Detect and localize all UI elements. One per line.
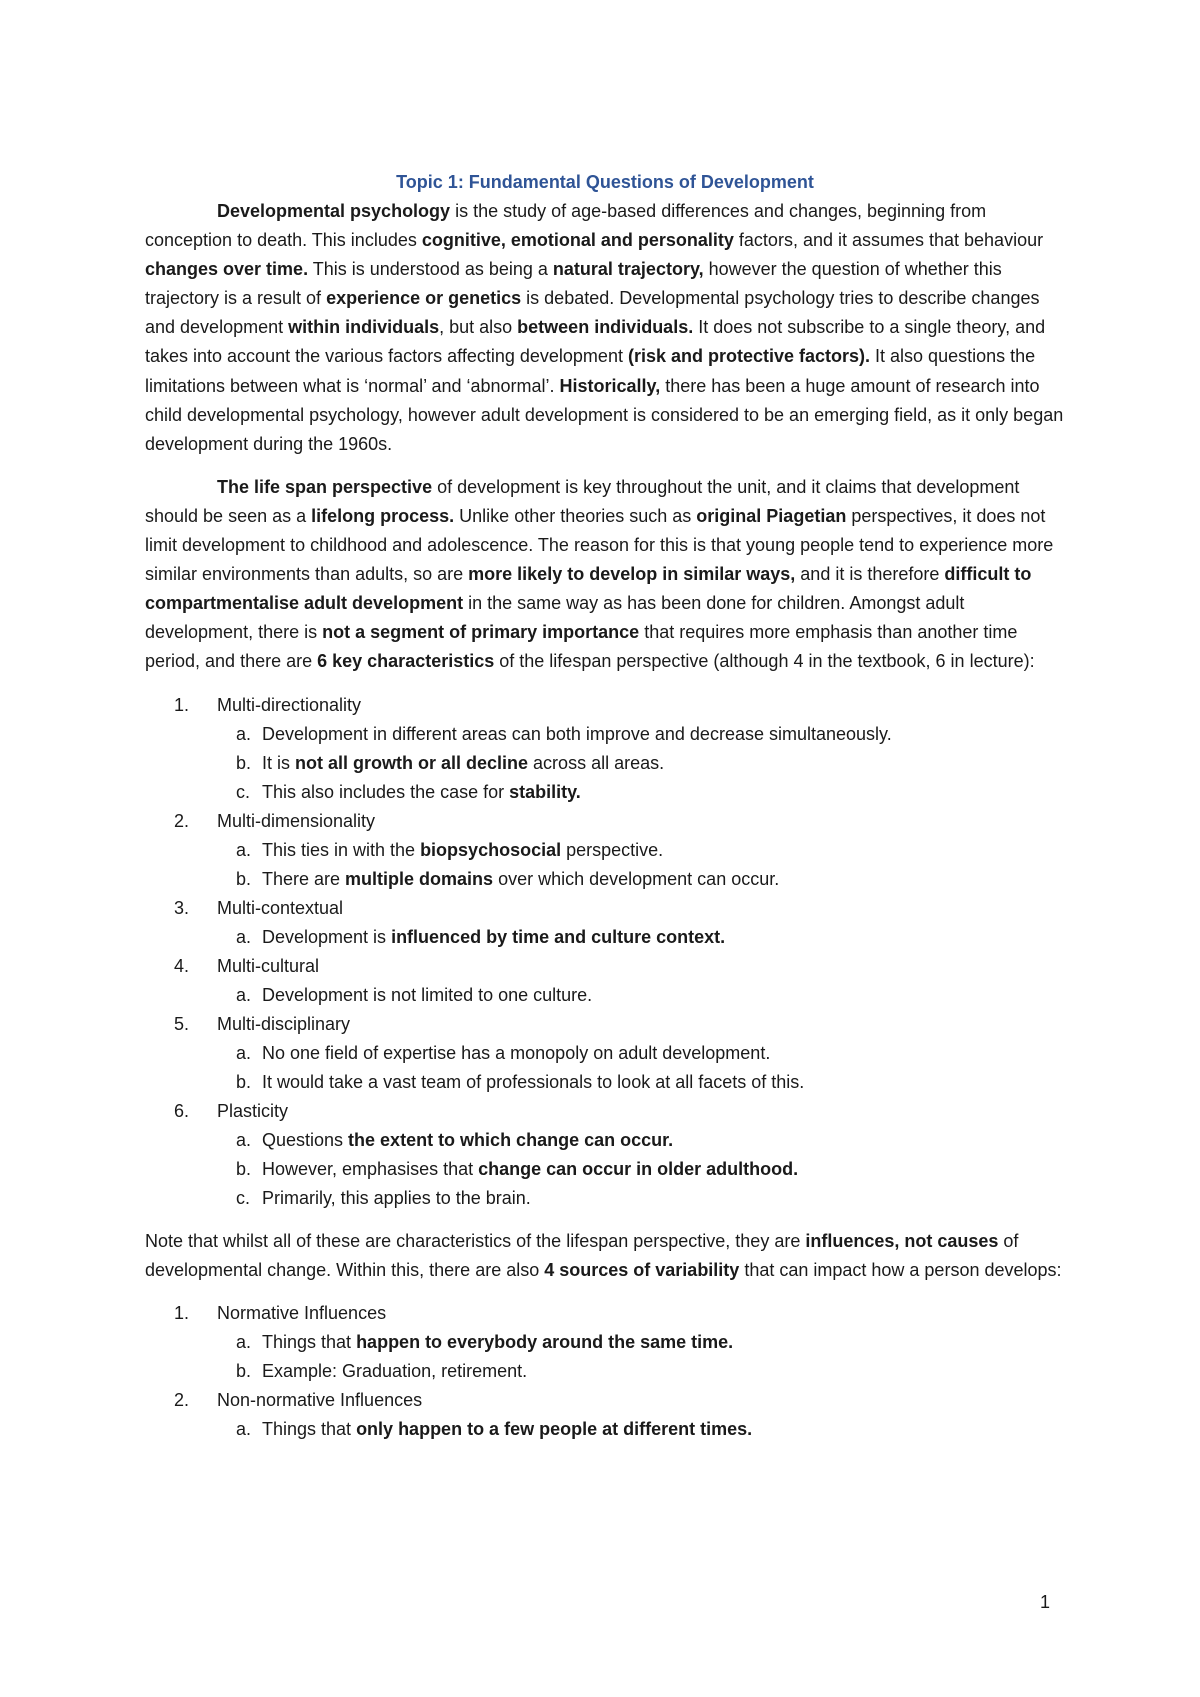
list-item-label: Normative Influences <box>217 1302 387 1323</box>
text-run: there has been a huge amount of research into child developmental psychology, however adult development is considered to be an emerging field, as it only began development during the 1960s. <box>145 375 1064 454</box>
sub-list-item <box>145 1415 1065 1444</box>
bold-text: lifelong process. <box>311 505 455 526</box>
text-run: is the study of age-based differences and changes, beginning from conception to death. This includes <box>145 201 987 251</box>
text-run: is debated. Developmental psychology tries to describe changes and development <box>145 288 1040 338</box>
bold-text: between individuals. <box>517 317 694 338</box>
influences-list <box>145 1299 1065 1444</box>
document-content <box>145 168 1065 1444</box>
bold-text: 6 key characteristics <box>317 651 495 672</box>
text-run: This also includes the case for <box>262 781 510 802</box>
page-number: 1 <box>1040 1592 1051 1612</box>
text-run: Things that <box>262 1418 357 1439</box>
sub-list <box>145 981 1065 1010</box>
text-run: in the same way as has been done for children. Amongst adult development, there is <box>145 593 965 643</box>
text-run: However, emphasises that <box>262 1158 479 1179</box>
sub-list-item <box>145 720 1065 749</box>
sub-list-letter: a. <box>236 723 252 744</box>
sub-list-letter: b. <box>236 868 252 889</box>
bold-text: original Piagetian <box>696 505 847 526</box>
text-run: reason for this is that <box>573 535 742 556</box>
text-run: that can impact how a person develops: <box>739 1259 1062 1280</box>
text-run: , but also <box>439 317 518 338</box>
text-run: young people tend to experience more similar environments than adults, so are <box>145 535 1054 585</box>
paragraph-variability <box>145 1227 1065 1285</box>
list-number: 4. <box>174 955 190 976</box>
list-item-label: Multi-disciplinary <box>217 1013 351 1034</box>
text-run: Development in different areas can both improve and decrease simultaneously. <box>262 723 892 744</box>
paragraph-lifespan <box>145 473 1065 677</box>
list-item <box>145 1097 1065 1126</box>
sub-list-item <box>145 1126 1065 1155</box>
sub-list-letter: a. <box>236 1418 252 1439</box>
list-number: 5. <box>174 1013 190 1034</box>
paragraph-intro <box>145 197 1065 459</box>
sub-list <box>145 720 1065 807</box>
bold-text: influenced by time and culture context. <box>391 926 726 947</box>
list-item-label: Non-normative Influences <box>217 1389 423 1410</box>
text-run: of development is key throughout the unit, and it claims that development should be seen as a <box>145 476 1020 526</box>
list-number: 1. <box>174 1302 190 1323</box>
bold-text: Historically, <box>559 375 661 396</box>
text-run: Development is <box>262 926 392 947</box>
list-number: 6. <box>174 1100 190 1121</box>
sub-list-item <box>145 865 1065 894</box>
sub-list-item <box>145 1184 1065 1213</box>
list-number: 2. <box>174 810 190 831</box>
sub-list-item <box>145 1068 1065 1097</box>
sub-list <box>145 1328 1065 1386</box>
text-run: It does not subscribe to a single theory, and takes into account the various factors affecting development <box>145 317 1046 367</box>
text-run: Development is not limited to one culture. <box>262 984 593 1005</box>
list-item-label: Multi-contextual <box>217 897 344 918</box>
text-run: across all areas. <box>528 752 665 773</box>
sub-list <box>145 1415 1065 1444</box>
bold-text: (risk and protective factors). <box>627 346 871 367</box>
sub-list-item <box>145 981 1065 1010</box>
sub-list-item <box>145 923 1065 952</box>
list-item <box>145 807 1065 836</box>
text-run: perspective. <box>561 839 664 860</box>
bold-text: natural trajectory, <box>552 259 704 280</box>
text-run: over which development can occur. <box>493 868 780 889</box>
sub-list <box>145 1039 1065 1097</box>
bold-text: difficult to compartmentalise adult development <box>145 564 1032 614</box>
sub-list-letter: b. <box>236 1360 252 1381</box>
page-title: Topic 1: Fundamental Questions of Development <box>396 172 814 192</box>
sub-list-item <box>145 1155 1065 1184</box>
bold-text: changes over time. <box>145 259 309 280</box>
bold-text: not a segment of primary importance <box>322 622 640 643</box>
sub-list-letter: a. <box>236 926 252 947</box>
text-run: This is understood as being a <box>308 259 553 280</box>
text-run: perspectives, it does not limit development to childhood and adolescence. The <box>145 505 1046 556</box>
bold-text: experience or genetics <box>326 288 522 309</box>
text-run: Unlike other theories such as <box>454 505 697 526</box>
text-run: There are <box>262 868 346 889</box>
list-item <box>145 1010 1065 1039</box>
bold-text: 4 sources of variability <box>544 1259 740 1280</box>
list-item-label: Multi-directionality <box>217 694 362 715</box>
sub-list-letter: a. <box>236 839 252 860</box>
sub-list-item <box>145 1039 1065 1068</box>
bold-text: multiple domains <box>345 868 494 889</box>
sub-list-item <box>145 836 1065 865</box>
text-run: Note that whilst all of these are characteristics of the lifespan perspective, they are <box>145 1230 806 1251</box>
sub-list-item <box>145 778 1065 807</box>
list-item <box>145 952 1065 981</box>
list-item <box>145 1299 1065 1328</box>
sub-list-letter: c. <box>236 781 251 802</box>
list-number: 3. <box>174 897 190 918</box>
bold-text: not all growth or all decline <box>295 752 529 773</box>
bold-text: Developmental psychology <box>217 201 451 221</box>
list-number: 2. <box>174 1389 190 1410</box>
text-run: Questions <box>262 1129 349 1150</box>
sub-list-letter: a. <box>236 1331 252 1352</box>
sub-list <box>145 1126 1065 1213</box>
text-run: Example: Graduation, retirement. <box>262 1360 528 1381</box>
list-item-label: Multi-cultural <box>217 955 320 976</box>
bold-text: only happen to a few people at different times. <box>356 1418 753 1439</box>
sub-list-letter: a. <box>236 1042 252 1063</box>
list-item-label: Plasticity <box>217 1100 289 1121</box>
text-run: that requires more emphasis than another time period, and there are <box>145 622 1018 672</box>
characteristics-list <box>145 691 1065 1213</box>
bold-text: the extent to which change can occur. <box>348 1129 674 1150</box>
text-run: Things that <box>262 1331 357 1352</box>
text-run: Primarily, this applies to the brain. <box>262 1187 531 1208</box>
text-run: and it is therefore <box>795 564 945 585</box>
list-item-label: Multi-dimensionality <box>217 810 376 831</box>
sub-list-item <box>145 1328 1065 1357</box>
sub-list-letter: b. <box>236 1071 252 1092</box>
text-run: It also questions the limitations between what is ‘normal’ and ‘abnormal’. <box>145 346 1036 396</box>
text-run: This ties in with the <box>262 839 421 860</box>
text-run: It is <box>262 752 296 773</box>
sub-list <box>145 923 1065 952</box>
bold-text: The life span perspective <box>217 476 433 497</box>
list-item <box>145 691 1065 720</box>
sub-list-letter: a. <box>236 1129 252 1150</box>
sub-list-item <box>145 1357 1065 1386</box>
bold-text: influences, not causes <box>805 1230 999 1251</box>
text-run: factors, and it assumes that behaviour <box>733 230 1044 251</box>
list-number: 1. <box>174 694 190 715</box>
bold-text: cognitive, emotional and personality <box>421 230 734 251</box>
list-item <box>145 894 1065 923</box>
bold-text: change can occur in older adulthood. <box>478 1158 799 1179</box>
sub-list-item <box>145 749 1065 778</box>
text-run: No one field of expertise has a monopoly on adult development. <box>262 1042 771 1063</box>
sub-list-letter: a. <box>236 984 252 1005</box>
bold-text: biopsychosocial <box>420 839 562 860</box>
bold-text: within individuals <box>288 317 440 338</box>
text-run: of developmental change. Within this, there are also <box>145 1230 1019 1280</box>
sub-list-letter: b. <box>236 752 252 773</box>
bold-text: stability. <box>509 781 581 802</box>
sub-list-letter: c. <box>236 1187 251 1208</box>
sub-list-letter: b. <box>236 1158 252 1179</box>
text-run: of the lifespan perspective (although 4 in the textbook, 6 in lecture): <box>494 651 1035 672</box>
bold-text: more likely to develop in similar ways, <box>468 564 796 585</box>
text-run: however the question of whether this trajectory is a result of <box>145 259 1002 309</box>
text-run: It would take a vast team of professionals to look at all facets of this. <box>262 1071 805 1092</box>
sub-list <box>145 836 1065 894</box>
list-item <box>145 1386 1065 1415</box>
bold-text: happen to everybody around the same time. <box>356 1331 734 1352</box>
